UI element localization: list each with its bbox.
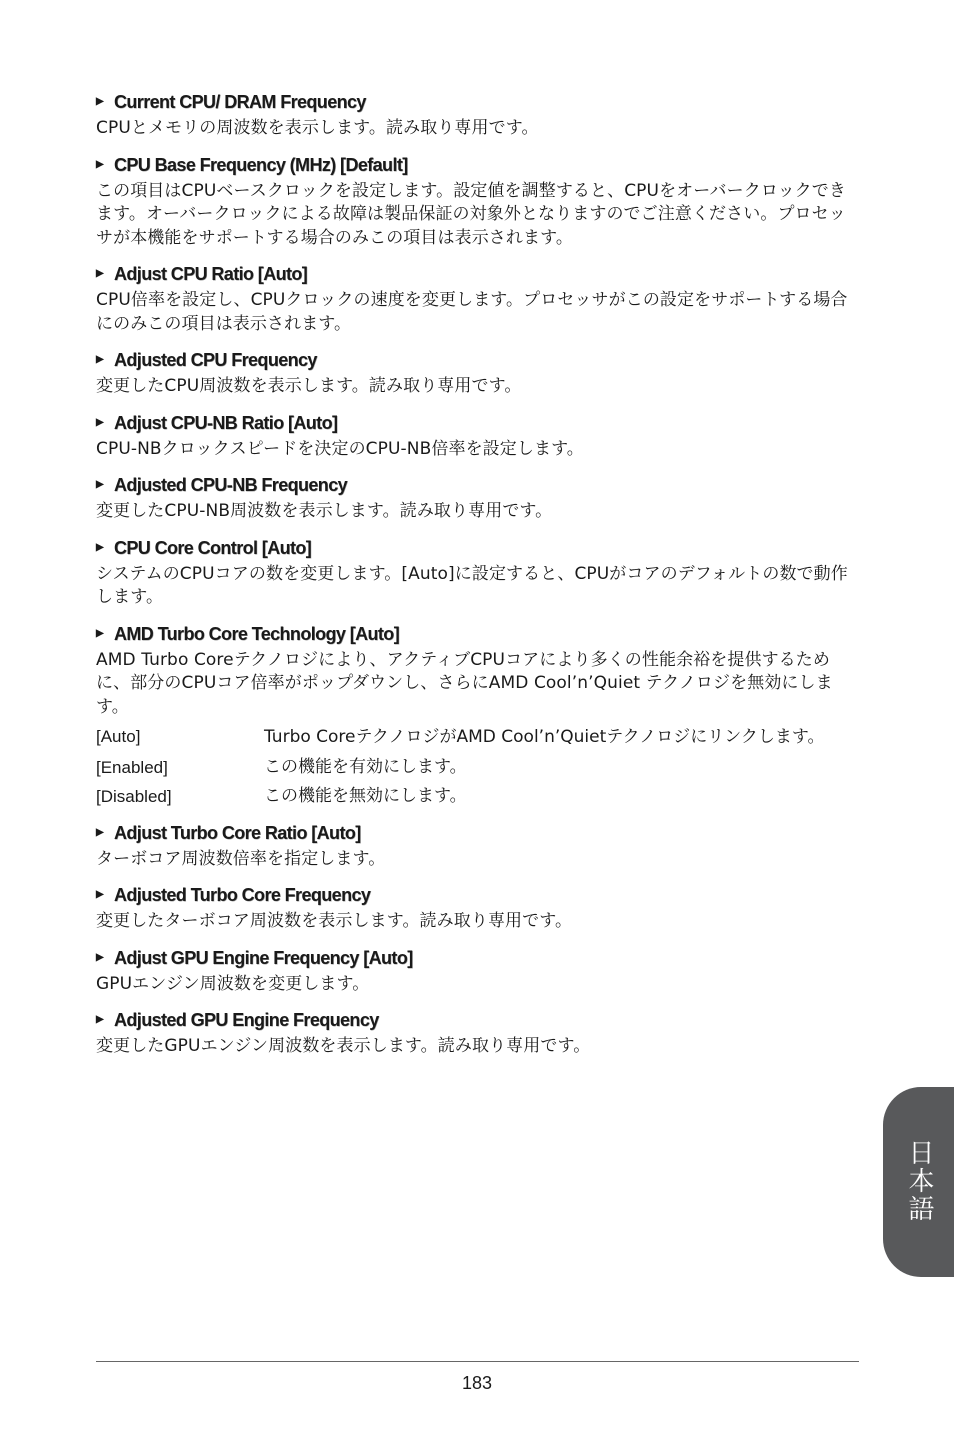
triangle-bullet-icon: ▶	[96, 479, 104, 490]
section-heading	[96, 262, 860, 286]
section-heading	[96, 411, 860, 435]
section-heading	[96, 473, 860, 497]
section-description: システムのCPUコアの数を変更します。[Auto]に設定すると、CPUがコアのデフォルトの数で動作します。	[96, 563, 848, 607]
triangle-bullet-icon: ▶	[96, 96, 104, 107]
section-adjust-cpu-ratio	[96, 262, 860, 336]
option-description: Turbo CoreテクノロジがAMD Cool’n’Quietテクノロジにリンクします。	[264, 727, 825, 747]
section-title: Adjust Turbo Core Ratio [Auto]	[114, 822, 361, 843]
page-number: 183	[461, 1373, 493, 1393]
option-row-disabled	[96, 785, 860, 809]
triangle-bullet-icon: ▶	[96, 1014, 104, 1025]
section-adjusted-turbo-core-frequency	[96, 883, 860, 934]
triangle-bullet-icon: ▶	[96, 541, 104, 553]
language-tab-label: 日本語	[904, 1139, 934, 1223]
language-side-tab	[883, 1087, 954, 1277]
section-cpu-base-frequency	[96, 153, 860, 251]
triangle-bullet-icon: ▶	[96, 889, 104, 900]
section-heading	[96, 536, 860, 560]
section-heading	[96, 883, 860, 907]
section-adjusted-gpu-engine-frequency	[96, 1008, 860, 1059]
triangle-bullet-icon: ▶	[96, 354, 104, 365]
section-description: 変更したCPU周波数を表示します。読み取り専用です。	[96, 376, 522, 396]
section-description: 変更したGPUエンジン周波数を表示します。読み取り専用です。	[96, 1036, 591, 1056]
section-title: Adjusted GPU Engine Frequency	[114, 1010, 379, 1030]
triangle-bullet-icon: ▶	[96, 268, 104, 279]
option-row-enabled	[96, 756, 860, 780]
section-heading	[96, 153, 860, 177]
section-title: Adjusted CPU-NB Frequency	[114, 475, 348, 495]
section-description: CPU-NBクロックスピードを決定のCPU-NB倍率を設定します。	[96, 438, 584, 459]
section-adjust-gpu-engine-frequency	[96, 946, 860, 997]
section-title: CPU Core Control [Auto]	[114, 537, 312, 558]
section-current-cpu-dram-frequency	[96, 90, 860, 141]
section-description: CPUとメモリの周波数を表示します。読み取り専用です。	[96, 118, 539, 138]
option-row-auto	[96, 725, 860, 750]
section-description: この項目はCPUベースクロックを設定します。設定値を調整すると、CPUをオーバークロックできます。オーバークロックによる故障は製品保証の対象外となりますのでご注意ください。プロセッサが本機能をサポートする場合のみこの項目は表示されます。	[96, 180, 846, 248]
section-title: CPU Base Frequency (MHz) [Default]	[114, 154, 408, 175]
triangle-bullet-icon: ▶	[96, 826, 104, 838]
section-adjust-turbo-core-ratio	[96, 821, 860, 872]
section-title: Adjust CPU Ratio [Auto]	[114, 264, 308, 284]
section-heading	[96, 946, 860, 970]
section-title: Adjusted Turbo Core Frequency	[114, 885, 371, 905]
section-description: AMD Turbo Coreテクノロジにより、アクティブCPUコアにより多くの性能余裕を提供するために、部分のCPUコア倍率がポップダウンし、さらにAMD Cool’n’Quiet テクノロジを無効にします。	[96, 649, 833, 717]
section-title: Adjust CPU-NB Ratio [Auto]	[114, 412, 338, 433]
section-description: ターボコア周波数倍率を指定します。	[96, 848, 386, 869]
option-key: [Auto]	[96, 727, 141, 746]
section-heading	[96, 1008, 860, 1032]
section-title: AMD Turbo Core Technology [Auto]	[114, 623, 400, 644]
triangle-bullet-icon: ▶	[96, 158, 104, 170]
manual-content	[96, 90, 860, 1071]
section-title: Adjusted CPU Frequency	[114, 350, 317, 370]
triangle-bullet-icon: ▶	[96, 951, 104, 963]
section-description: 変更したターボコア周波数を表示します。読み取り専用です。	[96, 911, 573, 931]
triangle-bullet-icon: ▶	[96, 627, 104, 639]
option-description: この機能を有効にします。	[264, 756, 467, 777]
option-description: この機能を無効にします。	[264, 786, 467, 806]
section-adjusted-cpu-frequency	[96, 348, 860, 399]
section-title: Current CPU/ DRAM Frequency	[114, 92, 366, 112]
section-cpu-core-control	[96, 536, 860, 610]
section-description: 変更したCPU-NB周波数を表示します。読み取り専用です。	[96, 501, 553, 521]
section-description: CPU倍率を設定し、CPUクロックの速度を変更します。プロセッサがこの設定をサポートする場合にのみこの項目は表示されます。	[96, 290, 848, 334]
footer-divider	[96, 1361, 859, 1362]
option-key: [Disabled]	[96, 787, 172, 806]
section-heading	[96, 622, 860, 646]
option-key: [Enabled]	[96, 757, 168, 777]
section-adjust-cpu-nb-ratio	[96, 411, 860, 462]
section-amd-turbo-core-technology	[96, 622, 860, 809]
section-heading	[96, 348, 860, 372]
section-adjusted-cpu-nb-frequency	[96, 473, 860, 524]
section-heading	[96, 821, 860, 845]
section-title: Adjust GPU Engine Frequency [Auto]	[114, 947, 413, 968]
section-description: GPUエンジン周波数を変更します。	[96, 973, 370, 994]
section-heading	[96, 90, 860, 114]
triangle-bullet-icon: ▶	[96, 416, 104, 428]
